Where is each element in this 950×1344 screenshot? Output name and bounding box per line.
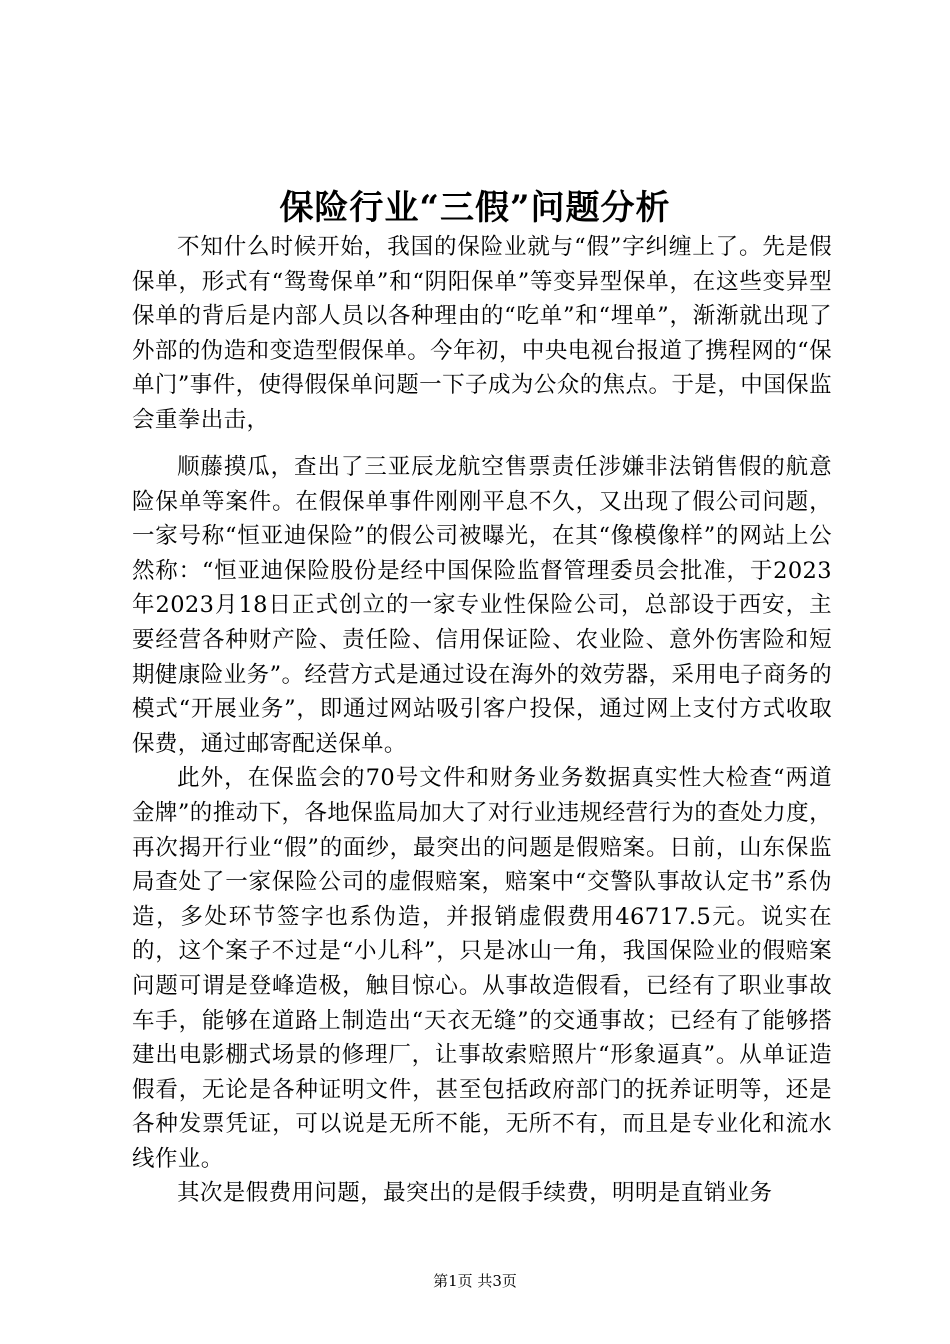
paragraph: 不知什么时候开始，我国的保险业就与“假”字纠缠上了。先是假保单，形式有“鸳鸯保单”和“阴阳保单”等变异型保单，在这些变异型保单的背后是内部人员以各种理由的“吃单”和“埋单”，渐渐就出现了外部的伪造和变造型假保单。今年初，中央电视台报道了携程网的“保单门”事件，使得假保单问题一下子成为公众的焦点。于是，中国保监会重拳出击，: [132, 234, 832, 433]
paragraph: 此外，在保监会的70号文件和财务业务数据真实性大检查“两道金牌”的推动下，各地保监局加大了对行业违规经营行为的查处力度，再次揭开行业“假”的面纱，最突出的问题是假赔案。日前，山东保监局查处了一家保险公司的虚假赔案，赔案中“交警队事故认定书”系伪造，多处环节签字也系伪造，并报销虚假费用46717.5元。说实在的，这个案子不过是“小儿科”，只是冰山一角，我国保险业的假赔案问题可谓是登峰造极，触目惊心。从事故造假看，已经有了职业事故车手，能够在道路上制造出“天衣无缝”的交通事故；已经有了能够搭建出电影棚式场景的修理厂，让事故索赔照片“形象逼真”。从单证造假看，无论是各种证明文件，甚至包括政府部门的抚养证明等，还是各种发票凭证，可以说是无所不能，无所不有，而且是专业化和流水线作业。: [132, 765, 832, 1172]
paragraph: 顺藤摸瓜，查出了三亚辰龙航空售票责任涉嫌非法销售假的航意险保单等案件。在假保单事件刚刚平息不久，又出现了假公司问题，一家号称“恒亚迪保险”的假公司被曝光，在其“像模像样”的网站上公然称：“恒亚迪保险股份是经中国保险监督管理委员会批准，于2023年2023月18日正式创立的一家专业性保险公司，总部设于西安，主要经营各种财产险、责任险、信用保证险、农业险、意外伤害险和短期健康险业务”。经营方式是通过设在海外的效劳器，采用电子商务的模式“开展业务”，即通过网站吸引客户投保，通过网上支付方式收取保费，通过邮寄配送保单。: [132, 454, 832, 757]
paragraph: 其次是假费用问题，最突出的是假手续费，明明是直销业务: [177, 1180, 773, 1207]
body-block-1: [132, 230, 832, 438]
page-number-footer: 第1页 共3页: [433, 1272, 517, 1290]
body-block-2: [132, 450, 832, 1211]
document-title: 保险行业“三假”问题分析: [279, 188, 671, 228]
